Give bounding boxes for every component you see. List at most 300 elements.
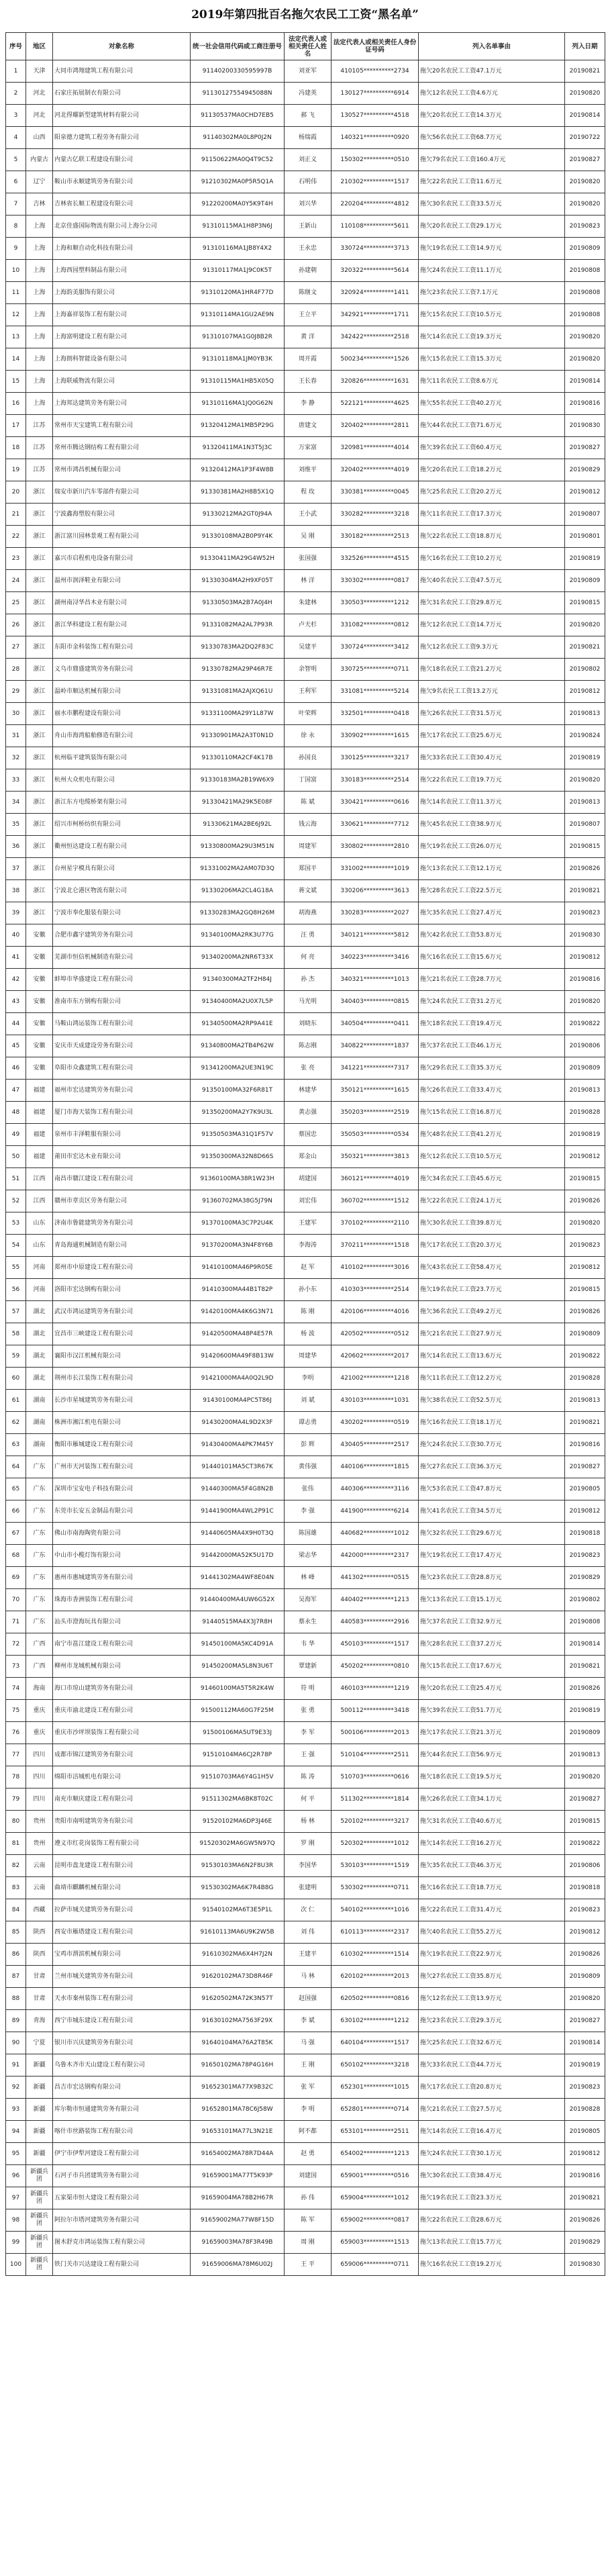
- table-row: [6, 1412, 605, 1434]
- cell-no: 1: [6, 60, 26, 83]
- cell-no: 95: [6, 2143, 26, 2165]
- cell-name: 宜昌市三峡建设工程有限公司: [53, 1323, 191, 1345]
- cell-no: 67: [6, 1523, 26, 1545]
- cell-rep: 何 平: [285, 1788, 332, 1811]
- cell-name: 海口市琼山建筑劳务有限公司: [53, 1678, 191, 1700]
- cell-name: 上海西园塑料制品有限公司: [53, 260, 191, 282]
- cell-reason: 拖欠44名农民工工资71.6万元: [419, 415, 565, 437]
- cell-name: 内蒙古亿联工程建设有限公司: [53, 149, 191, 171]
- cell-rep: 郝 飞: [285, 105, 332, 127]
- cell-no: 96: [6, 2165, 26, 2187]
- table-row: [6, 1700, 605, 1722]
- cell-code: 91430400MA4PK7M45Y: [191, 1434, 285, 1456]
- cell-reason: 拖欠35名农民工工资46.3万元: [419, 1855, 565, 1877]
- cell-name: 济南市鲁能建筑劳务有限公司: [53, 1212, 191, 1235]
- cell-code: 91440400MA4UW6G52X: [191, 1589, 285, 1611]
- cell-id: 330503**********1212: [332, 592, 419, 614]
- cell-code: 91330421MA29K5E08F: [191, 792, 285, 814]
- table-row: [6, 371, 605, 393]
- table-row: [6, 304, 605, 326]
- table-row: [6, 769, 605, 792]
- cell-id: 130127**********6914: [332, 83, 419, 105]
- table-row: [6, 216, 605, 238]
- cell-code: 91620102MA73D8R46F: [191, 1966, 285, 1988]
- cell-name: 浙江东方电缆桥架有限公司: [53, 792, 191, 814]
- cell-date: 20190816: [565, 2165, 605, 2187]
- cell-date: 20190805: [565, 2121, 605, 2143]
- cell-code: 91650102MA78P4G16H: [191, 2054, 285, 2077]
- cell-date: 20190816: [565, 1434, 605, 1456]
- table-row: [6, 415, 605, 437]
- cell-reason: 拖欠15名农民工工资16.8万元: [419, 1102, 565, 1124]
- cell-code: 91140200330595997B: [191, 60, 285, 83]
- cell-name: 台州星宇模具有限公司: [53, 858, 191, 880]
- cell-region: 江西: [26, 1190, 53, 1212]
- cell-no: 30: [6, 703, 26, 725]
- cell-no: 52: [6, 1190, 26, 1212]
- cell-reason: 拖欠29名农民工工资35.3万元: [419, 1057, 565, 1080]
- cell-date: 20190814: [565, 1633, 605, 1656]
- cell-id: 520302**********1012: [332, 1833, 419, 1855]
- table-row: [6, 437, 605, 459]
- cell-name: 嘉兴市启程机电设备有限公司: [53, 548, 191, 570]
- cell-region: 广东: [26, 1478, 53, 1500]
- cell-code: 91340300MA2TF2H84J: [191, 969, 285, 991]
- table-row: [6, 459, 605, 481]
- cell-name: 东莞市长安五金制品有限公司: [53, 1500, 191, 1523]
- cell-date: 20190826: [565, 1301, 605, 1323]
- cell-no: 62: [6, 1412, 26, 1434]
- cell-no: 86: [6, 1944, 26, 1966]
- cell-id: 421002**********1218: [332, 1368, 419, 1390]
- cell-id: 331002**********1019: [332, 858, 419, 880]
- cell-rep: 蔡永生: [285, 1611, 332, 1633]
- cell-region: 江苏: [26, 437, 53, 459]
- cell-id: 610113**********2317: [332, 1921, 419, 1944]
- cell-id: 510703**********0616: [332, 1766, 419, 1788]
- cell-id: 520102**********3217: [332, 1811, 419, 1833]
- cell-region: 山东: [26, 1235, 53, 1257]
- cell-code: 91370100MA3C7P2U4K: [191, 1212, 285, 1235]
- cell-date: 20190812: [565, 947, 605, 969]
- cell-code: 91511302MA6BK8T02C: [191, 1788, 285, 1811]
- cell-date: 20190813: [565, 703, 605, 725]
- cell-no: 77: [6, 1744, 26, 1766]
- table-row: [6, 1966, 605, 1988]
- table-row: [6, 1478, 605, 1500]
- cell-id: 500106**********2013: [332, 1722, 419, 1744]
- cell-id: 450202**********0810: [332, 1656, 419, 1678]
- cell-date: 20190827: [565, 1788, 605, 1811]
- cell-date: 20190819: [565, 1124, 605, 1146]
- cell-rep: 张 亮: [285, 1057, 332, 1080]
- cell-code: 91450200MA5L8N3U6T: [191, 1656, 285, 1678]
- cell-reason: 拖欠45名农民工工资38.9万元: [419, 814, 565, 836]
- cell-name: 义乌市鼎盛建筑劳务有限公司: [53, 659, 191, 681]
- table-row: [6, 260, 605, 282]
- cell-rep: 张建明: [285, 1877, 332, 1899]
- cell-no: 71: [6, 1611, 26, 1633]
- cell-date: 20190814: [565, 2032, 605, 2054]
- cell-reason: 拖欠33名农民工工资30.4万元: [419, 747, 565, 769]
- table-row: [6, 592, 605, 614]
- cell-name: 蚌埠市华盛建设工程有限公司: [53, 969, 191, 991]
- header-no: 序号: [6, 33, 26, 60]
- cell-code: 91460100MA5T5R2K4W: [191, 1678, 285, 1700]
- cell-name: 阜阳市众鑫建筑工程有限公司: [53, 1057, 191, 1080]
- cell-date: 20190802: [565, 659, 605, 681]
- cell-code: 91410300MA44B1T82P: [191, 1279, 285, 1301]
- cell-name: 图木舒克市鸿运装饰工程有限公司: [53, 2232, 191, 2254]
- cell-rep: 王利军: [285, 681, 332, 703]
- cell-region: 浙江: [26, 592, 53, 614]
- table-row: [6, 1168, 605, 1190]
- cell-date: 20190806: [565, 1035, 605, 1057]
- cell-date: 20190820: [565, 1988, 605, 2010]
- cell-date: 20190820: [565, 614, 605, 636]
- table-row: [6, 659, 605, 681]
- cell-code: 91330206MA2CL4G18A: [191, 880, 285, 902]
- cell-reason: 拖欠25名农民工工资32.6万元: [419, 2032, 565, 2054]
- cell-region: 湖南: [26, 1434, 53, 1456]
- cell-no: 19: [6, 459, 26, 481]
- cell-region: 新疆兵团: [26, 2165, 53, 2187]
- cell-region: 新疆: [26, 2143, 53, 2165]
- cell-region: 安徽: [26, 991, 53, 1013]
- cell-reason: 拖欠30名农民工工资33.5万元: [419, 193, 565, 216]
- cell-rep: 黄 洋: [285, 326, 332, 348]
- cell-rep: 王建平: [285, 1944, 332, 1966]
- cell-region: 新疆兵团: [26, 2187, 53, 2209]
- cell-id: 330125**********3217: [332, 747, 419, 769]
- cell-reason: 拖欠11名农民工工资8.6万元: [419, 371, 565, 393]
- cell-id: 410105**********2734: [332, 60, 419, 83]
- cell-code: 91659004MA78B2H67R: [191, 2187, 285, 2209]
- table-row: [6, 1301, 605, 1323]
- table-row: [6, 1899, 605, 1921]
- cell-code: 91330621MA2BE6J92L: [191, 814, 285, 836]
- cell-region: 四川: [26, 1788, 53, 1811]
- cell-no: 17: [6, 415, 26, 437]
- cell-no: 46: [6, 1057, 26, 1080]
- cell-reason: 拖欠22名农民工工资24.1万元: [419, 1190, 565, 1212]
- cell-reason: 拖欠13名农民工工资12.1万元: [419, 858, 565, 880]
- cell-code: 91350503MA31Q1F57V: [191, 1124, 285, 1146]
- cell-id: 330283**********2027: [332, 902, 419, 924]
- cell-code: 91360702MA38G5J79N: [191, 1190, 285, 1212]
- cell-date: 20190813: [565, 1390, 605, 1412]
- table-row: [6, 1678, 605, 1700]
- cell-reason: 拖欠23名农民工工资29.3万元: [419, 2010, 565, 2032]
- cell-name: 武汉市鸿运建筑劳务有限公司: [53, 1301, 191, 1323]
- cell-code: 91360100MA38R1W23H: [191, 1168, 285, 1190]
- cell-name: 宁波北仑港区物流有限公司: [53, 880, 191, 902]
- cell-no: 90: [6, 2032, 26, 2054]
- cell-id: 652801**********0714: [332, 2099, 419, 2121]
- table-row: [6, 127, 605, 149]
- cell-date: 20190812: [565, 1257, 605, 1279]
- cell-code: 91659002MA77W8F15D: [191, 2209, 285, 2232]
- cell-rep: 唐建文: [285, 415, 332, 437]
- cell-rep: 李海涛: [285, 1235, 332, 1257]
- cell-code: 91330411MA29G4W52H: [191, 548, 285, 570]
- cell-reason: 拖欠19名农民工工资26.0万元: [419, 836, 565, 858]
- header-date: 列入日期: [565, 33, 605, 60]
- cell-id: 340822**********1837: [332, 1035, 419, 1057]
- cell-rep: 王立平: [285, 304, 332, 326]
- cell-rep: 刘宏伟: [285, 1190, 332, 1212]
- cell-name: 上海邦达建筑劳务有限公司: [53, 393, 191, 415]
- cell-id: 330802**********2810: [332, 836, 419, 858]
- cell-rep: 杨瑞霞: [285, 127, 332, 149]
- cell-reason: 拖欠20名农民工工资25.4万元: [419, 1678, 565, 1700]
- cell-name: 温州市润泽鞋业有限公司: [53, 570, 191, 592]
- cell-region: 河南: [26, 1257, 53, 1279]
- cell-no: 32: [6, 747, 26, 769]
- cell-id: 659002**********0817: [332, 2209, 419, 2232]
- cell-code: 91310115MA1HB5X05Q: [191, 371, 285, 393]
- cell-region: 江苏: [26, 415, 53, 437]
- table-row: [6, 2010, 605, 2032]
- cell-reason: 拖欠14名农民工工资19.3万元: [419, 326, 565, 348]
- cell-code: 91659001MA77T5K93P: [191, 2165, 285, 2187]
- cell-id: 441900**********6214: [332, 1500, 419, 1523]
- cell-reason: 拖欠11名农民工工资12.2万元: [419, 1368, 565, 1390]
- cell-rep: 杨 林: [285, 1811, 332, 1833]
- cell-code: 91653101MA77L3N21E: [191, 2121, 285, 2143]
- cell-code: 91659006MA78M6U02J: [191, 2254, 285, 2276]
- cell-date: 20190823: [565, 216, 605, 238]
- cell-region: 河南: [26, 1279, 53, 1301]
- cell-name: 喀什市丝路装饰工程有限公司: [53, 2121, 191, 2143]
- cell-name: 宁波市奉化服装有限公司: [53, 902, 191, 924]
- cell-region: 湖南: [26, 1412, 53, 1434]
- cell-date: 20190823: [565, 1235, 605, 1257]
- cell-id: 659004**********1012: [332, 2187, 419, 2209]
- cell-no: 27: [6, 636, 26, 659]
- cell-name: 芜湖市恒信机械制造有限公司: [53, 947, 191, 969]
- cell-id: 530103**********1519: [332, 1855, 419, 1877]
- cell-name: 阿拉尔市塔河建筑劳务有限公司: [53, 2209, 191, 2232]
- cell-name: 衢州恒达建设工程有限公司: [53, 836, 191, 858]
- cell-name: 赣州市章贡区劳务有限公司: [53, 1190, 191, 1212]
- cell-reason: 拖欠56名农民工工资68.7万元: [419, 127, 565, 149]
- cell-id: 620102**********2013: [332, 1966, 419, 1988]
- table-row: [6, 836, 605, 858]
- cell-name: 厦门市海天装饰工程有限公司: [53, 1102, 191, 1124]
- cell-code: 91420600MA49F8B13W: [191, 1345, 285, 1368]
- table-header: [6, 33, 605, 60]
- table-row: [6, 1080, 605, 1102]
- cell-no: 76: [6, 1722, 26, 1744]
- table-row: [6, 924, 605, 947]
- cell-region: 浙江: [26, 880, 53, 902]
- cell-date: 20190808: [565, 260, 605, 282]
- table-row: [6, 149, 605, 171]
- cell-no: 74: [6, 1678, 26, 1700]
- cell-date: 20190820: [565, 1766, 605, 1788]
- cell-code: 91630102MA7563F29X: [191, 2010, 285, 2032]
- cell-date: 20190826: [565, 858, 605, 880]
- cell-id: 440682**********1012: [332, 1523, 419, 1545]
- cell-reason: 拖欠38名农民工工资52.5万元: [419, 1390, 565, 1412]
- cell-reason: 拖欠18名农民工工资19.4万元: [419, 1013, 565, 1035]
- cell-reason: 拖欠20名农民工工资14.3万元: [419, 105, 565, 127]
- cell-code: 91620502MA72K3N57T: [191, 1988, 285, 2010]
- cell-id: 331081**********5214: [332, 681, 419, 703]
- cell-code: 91320412MA1MB5P29G: [191, 415, 285, 437]
- table-row: [6, 348, 605, 371]
- cell-rep: 李 强: [285, 1500, 332, 1523]
- cell-id: 150302**********0510: [332, 149, 419, 171]
- cell-name: 深圳市宝安电子科技有限公司: [53, 1478, 191, 1500]
- table-row: [6, 171, 605, 193]
- cell-region: 浙江: [26, 703, 53, 725]
- cell-rep: 孙建朝: [285, 260, 332, 282]
- cell-id: 330421**********0616: [332, 792, 419, 814]
- table-row: [6, 880, 605, 902]
- table-row: [6, 1722, 605, 1744]
- cell-region: 甘肃: [26, 1966, 53, 1988]
- cell-name: 合肥市鑫宇建筑劳务有限公司: [53, 924, 191, 947]
- cell-no: 28: [6, 659, 26, 681]
- cell-date: 20190812: [565, 1921, 605, 1944]
- table-row: [6, 1567, 605, 1589]
- cell-date: 20190812: [565, 2143, 605, 2165]
- cell-no: 83: [6, 1877, 26, 1899]
- cell-id: 330206**********3613: [332, 880, 419, 902]
- cell-region: 四川: [26, 1744, 53, 1766]
- table-row: [6, 326, 605, 348]
- cell-region: 福建: [26, 1080, 53, 1102]
- cell-rep: 刘建国: [285, 2165, 332, 2187]
- cell-date: 20190808: [565, 282, 605, 304]
- cell-id: 342422**********2518: [332, 326, 419, 348]
- cell-id: 341221**********7317: [332, 1057, 419, 1080]
- cell-date: 20190807: [565, 504, 605, 526]
- cell-date: 20190819: [565, 747, 605, 769]
- cell-name: 瑞安市新川汽车零部件有限公司: [53, 481, 191, 504]
- cell-rep: 阿不都: [285, 2121, 332, 2143]
- cell-rep: 梁志华: [285, 1545, 332, 1567]
- cell-no: 38: [6, 880, 26, 902]
- table-row: [6, 991, 605, 1013]
- table-row: [6, 1833, 605, 1855]
- cell-id: 410303**********2514: [332, 1279, 419, 1301]
- cell-name: 阳泉德力建筑工程劳务有限公司: [53, 127, 191, 149]
- cell-rep: 张 勇: [285, 1700, 332, 1722]
- cell-region: 浙江: [26, 636, 53, 659]
- cell-no: 4: [6, 127, 26, 149]
- cell-code: 91330212MA2GT0J94A: [191, 504, 285, 526]
- table-row: [6, 1855, 605, 1877]
- cell-code: 91540102MA6T3E5P1L: [191, 1899, 285, 1921]
- cell-date: 20190821: [565, 880, 605, 902]
- cell-reason: 拖欠27名农民工工资36.3万元: [419, 1456, 565, 1478]
- cell-code: 91440515MA4X3J7R8H: [191, 1611, 285, 1633]
- cell-region: 安徽: [26, 1035, 53, 1057]
- cell-rep: 李 军: [285, 1722, 332, 1744]
- cell-id: 500234**********1526: [332, 348, 419, 371]
- cell-date: 20190806: [565, 1855, 605, 1877]
- cell-region: 吉林: [26, 193, 53, 216]
- cell-name: 宁波鑫海塑胶有限公司: [53, 504, 191, 526]
- cell-rep: 周开霞: [285, 348, 332, 371]
- cell-no: 16: [6, 393, 26, 415]
- cell-no: 35: [6, 814, 26, 836]
- cell-rep: 陈 军: [285, 2209, 332, 2232]
- cell-date: 20190818: [565, 1523, 605, 1545]
- cell-date: 20190819: [565, 548, 605, 570]
- cell-no: 43: [6, 991, 26, 1013]
- cell-region: 福建: [26, 1146, 53, 1168]
- cell-date: 20190822: [565, 1833, 605, 1855]
- cell-code: 91530103MA6N2F8U3R: [191, 1855, 285, 1877]
- table-row: [6, 238, 605, 260]
- cell-region: 浙江: [26, 681, 53, 703]
- cell-rep: 刘维平: [285, 459, 332, 481]
- cell-no: 31: [6, 725, 26, 747]
- cell-code: 91430100MA4PC5T86J: [191, 1390, 285, 1412]
- cell-id: 360702**********1512: [332, 1190, 419, 1212]
- cell-region: 浙江: [26, 548, 53, 570]
- cell-id: 430202**********0519: [332, 1412, 419, 1434]
- cell-code: 91530302MA6K7R4B8G: [191, 1877, 285, 1899]
- cell-rep: 周建军: [285, 836, 332, 858]
- cell-rep: 黄志强: [285, 1102, 332, 1124]
- cell-region: 广西: [26, 1656, 53, 1678]
- cell-reason: 拖欠14名农民工工资16.2万元: [419, 1833, 565, 1855]
- cell-date: 20190826: [565, 2209, 605, 2232]
- table-row: [6, 2121, 605, 2143]
- table-row: [6, 1877, 605, 1899]
- cell-id: 659006**********0711: [332, 2254, 419, 2276]
- cell-name: 石河子市兵团建筑劳务有限公司: [53, 2165, 191, 2187]
- cell-date: 20190820: [565, 83, 605, 105]
- cell-reason: 拖欠27名农民工工资35.8万元: [419, 1966, 565, 1988]
- header-rep: 法定代表人或相关责任人姓名: [285, 33, 332, 60]
- cell-no: 9: [6, 238, 26, 260]
- cell-name: 东阳市金科装饰工程有限公司: [53, 636, 191, 659]
- cell-date: 20190826: [565, 1678, 605, 1700]
- cell-code: 91350200MA2Y7K9U3L: [191, 1102, 285, 1124]
- cell-no: 39: [6, 902, 26, 924]
- cell-region: 新疆: [26, 2054, 53, 2077]
- cell-region: 浙江: [26, 725, 53, 747]
- table-row: [6, 282, 605, 304]
- cell-reason: 拖欠40名农民工工资55.2万元: [419, 1921, 565, 1944]
- cell-rep: 李 静: [285, 393, 332, 415]
- cell-name: 郑州市中原建设工程有限公司: [53, 1257, 191, 1279]
- cell-rep: 马光明: [285, 991, 332, 1013]
- cell-code: 91310115MA1H8P3N6J: [191, 216, 285, 238]
- cell-name: 上海联威物流有限公司: [53, 371, 191, 393]
- cell-code: 91330183MA2B19W6X9: [191, 769, 285, 792]
- cell-region: 浙江: [26, 814, 53, 836]
- cell-reason: 拖欠30名农民工工资38.4万元: [419, 2165, 565, 2187]
- cell-region: 河北: [26, 105, 53, 127]
- cell-code: 91610302MA6X4H7J2N: [191, 1944, 285, 1966]
- cell-reason: 拖欠17名农民工工资20.3万元: [419, 1235, 565, 1257]
- cell-reason: 拖欠14名农民工工资16.4万元: [419, 2121, 565, 2143]
- cell-code: 91610113MA6U9K2W5B: [191, 1921, 285, 1944]
- cell-rep: 张 军: [285, 2077, 332, 2099]
- cell-date: 20190820: [565, 1212, 605, 1235]
- cell-region: 福建: [26, 1102, 53, 1124]
- cell-no: 64: [6, 1456, 26, 1478]
- cell-id: 140321**********0920: [332, 127, 419, 149]
- cell-no: 69: [6, 1567, 26, 1589]
